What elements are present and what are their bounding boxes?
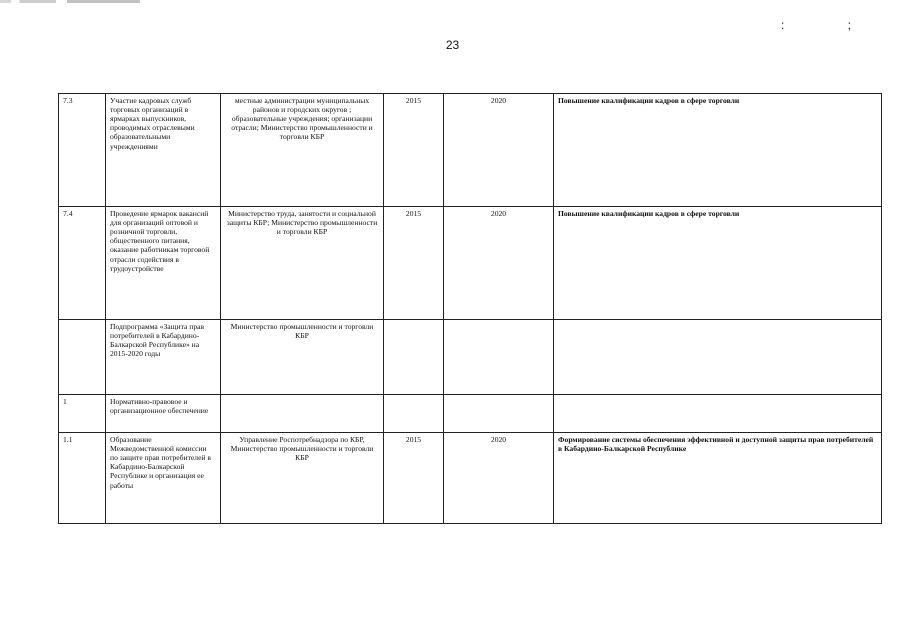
executor: Министерство труда, занятости и социальной защиты КБР; Министерство промышленности и торговли КБР (221, 207, 384, 320)
end-year: 2020 (444, 433, 554, 524)
start-year: 2015 (384, 433, 444, 524)
activity-name: Участие кадровых служб торговых организаций в ярмарках выпускников, проводимых отраслевыми образовательными учреждениями (106, 94, 221, 207)
end-year: 2020 (444, 94, 554, 207)
page-number: 23 (445, 38, 460, 52)
expected-result: Повышение квалификации кадров в сфере торговли (554, 94, 882, 207)
activity-name: Нормативно-правовое и организационное обеспечение (106, 395, 221, 433)
row-number: 7.4 (59, 207, 106, 320)
row-number: 1.1 (59, 433, 106, 524)
activity-name: Проведение ярмарок вакансий для организаций оптовой и розничной торговли, общественного питания, оказание работникам торговой отрасли содействия в трудоустройстве (106, 207, 221, 320)
expected-result (554, 395, 882, 433)
activity-name: Образование Межведомственной комиссии по защите прав потребителей в Кабардино-Балкарской Республике и организация ее работы (106, 433, 221, 524)
scan-artifact (0, 0, 140, 3)
program-table (58, 93, 882, 524)
row-number (59, 320, 106, 395)
end-year: 2020 (444, 207, 554, 320)
table-row (59, 207, 882, 320)
table-row (59, 433, 882, 524)
end-year (444, 320, 554, 395)
executor: Управление Роспотребнадзора по КБР, Министерство промышленности и торговли КБР (221, 433, 384, 524)
row-number: 1 (59, 395, 106, 433)
start-year (384, 395, 444, 433)
end-year (444, 395, 554, 433)
corner-marks: : ; (780, 18, 881, 32)
row-number: 7.3 (59, 94, 106, 207)
executor (221, 395, 384, 433)
expected-result: Повышение квалификации кадров в сфере торговли (554, 207, 882, 320)
executor: местные администрации муниципальных районов и городских округов ; образовательные учреждения; организации отрасли; Министерство промышленности и торговли КБР (221, 94, 384, 207)
activity-name: Подпрограмма «Защита прав потребителей в Кабардино-Балкарской Республике» на 2015-2020 годы (106, 320, 221, 395)
start-year: 2015 (384, 94, 444, 207)
table-row (59, 395, 882, 433)
executor: Министерство промышленности и торговли КБР (221, 320, 384, 395)
table-row (59, 320, 882, 395)
start-year: 2015 (384, 207, 444, 320)
expected-result: Формирование системы обеспечения эффективной и доступной защиты прав потребителей в Кабардино-Балкарской Республике (554, 433, 882, 524)
expected-result (554, 320, 882, 395)
table-row (59, 94, 882, 207)
start-year (384, 320, 444, 395)
